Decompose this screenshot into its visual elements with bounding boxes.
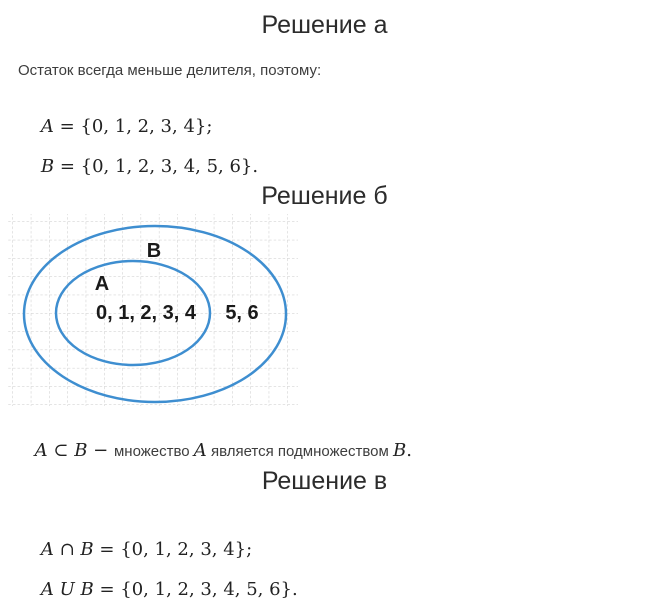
union-elements: {0, 1, 2, 3, 4, 5, 6}. [120,579,298,600]
var-a: A [40,539,54,561]
set-a-variable: A [40,116,54,138]
set-b-elements: {0, 1, 2, 3, 4, 5, 6}. [80,156,259,178]
subset-operator: ⊂ [47,439,75,461]
section-a-intro: Остаток всегда меньше делителя, поэтому: [18,62,322,79]
set-a-elements: {0, 1, 2, 3, 4}; [80,116,213,138]
intersection-operator: ∩ [53,539,81,561]
outer-only-values: 5, 6 [225,302,259,324]
section-a-title: Решение а [261,11,388,39]
var-a: A [193,439,207,461]
union-operator: U [53,579,81,600]
equals-sign: = [93,539,121,561]
intersection-elements: {0, 1, 2, 3, 4}; [120,539,253,561]
outer-set-label: B [146,240,162,262]
equals-sign: = [54,156,81,178]
var-b: B [392,439,407,461]
var-b: B [80,579,94,600]
var-b: B [80,539,94,561]
var-a: A [40,579,54,600]
union-line [18,555,298,600]
conclusion-text-2: является подмножеством [206,442,393,460]
var-a: A [34,439,48,461]
equals-sign: = [53,116,81,138]
section-b-title: Решение б [261,182,388,210]
var-b: B [74,439,88,461]
equals-sign: = [93,579,121,600]
conclusion-text-1: множество [113,442,194,460]
section-c-title: Решение в [261,467,388,495]
inner-set-values: 0, 1, 2, 3, 4 [95,302,197,324]
euler-diagram [8,214,298,406]
inner-set-label: A [94,273,110,295]
set-b-variable: B [40,156,55,178]
dash: − [87,439,114,461]
period: . [406,439,412,461]
